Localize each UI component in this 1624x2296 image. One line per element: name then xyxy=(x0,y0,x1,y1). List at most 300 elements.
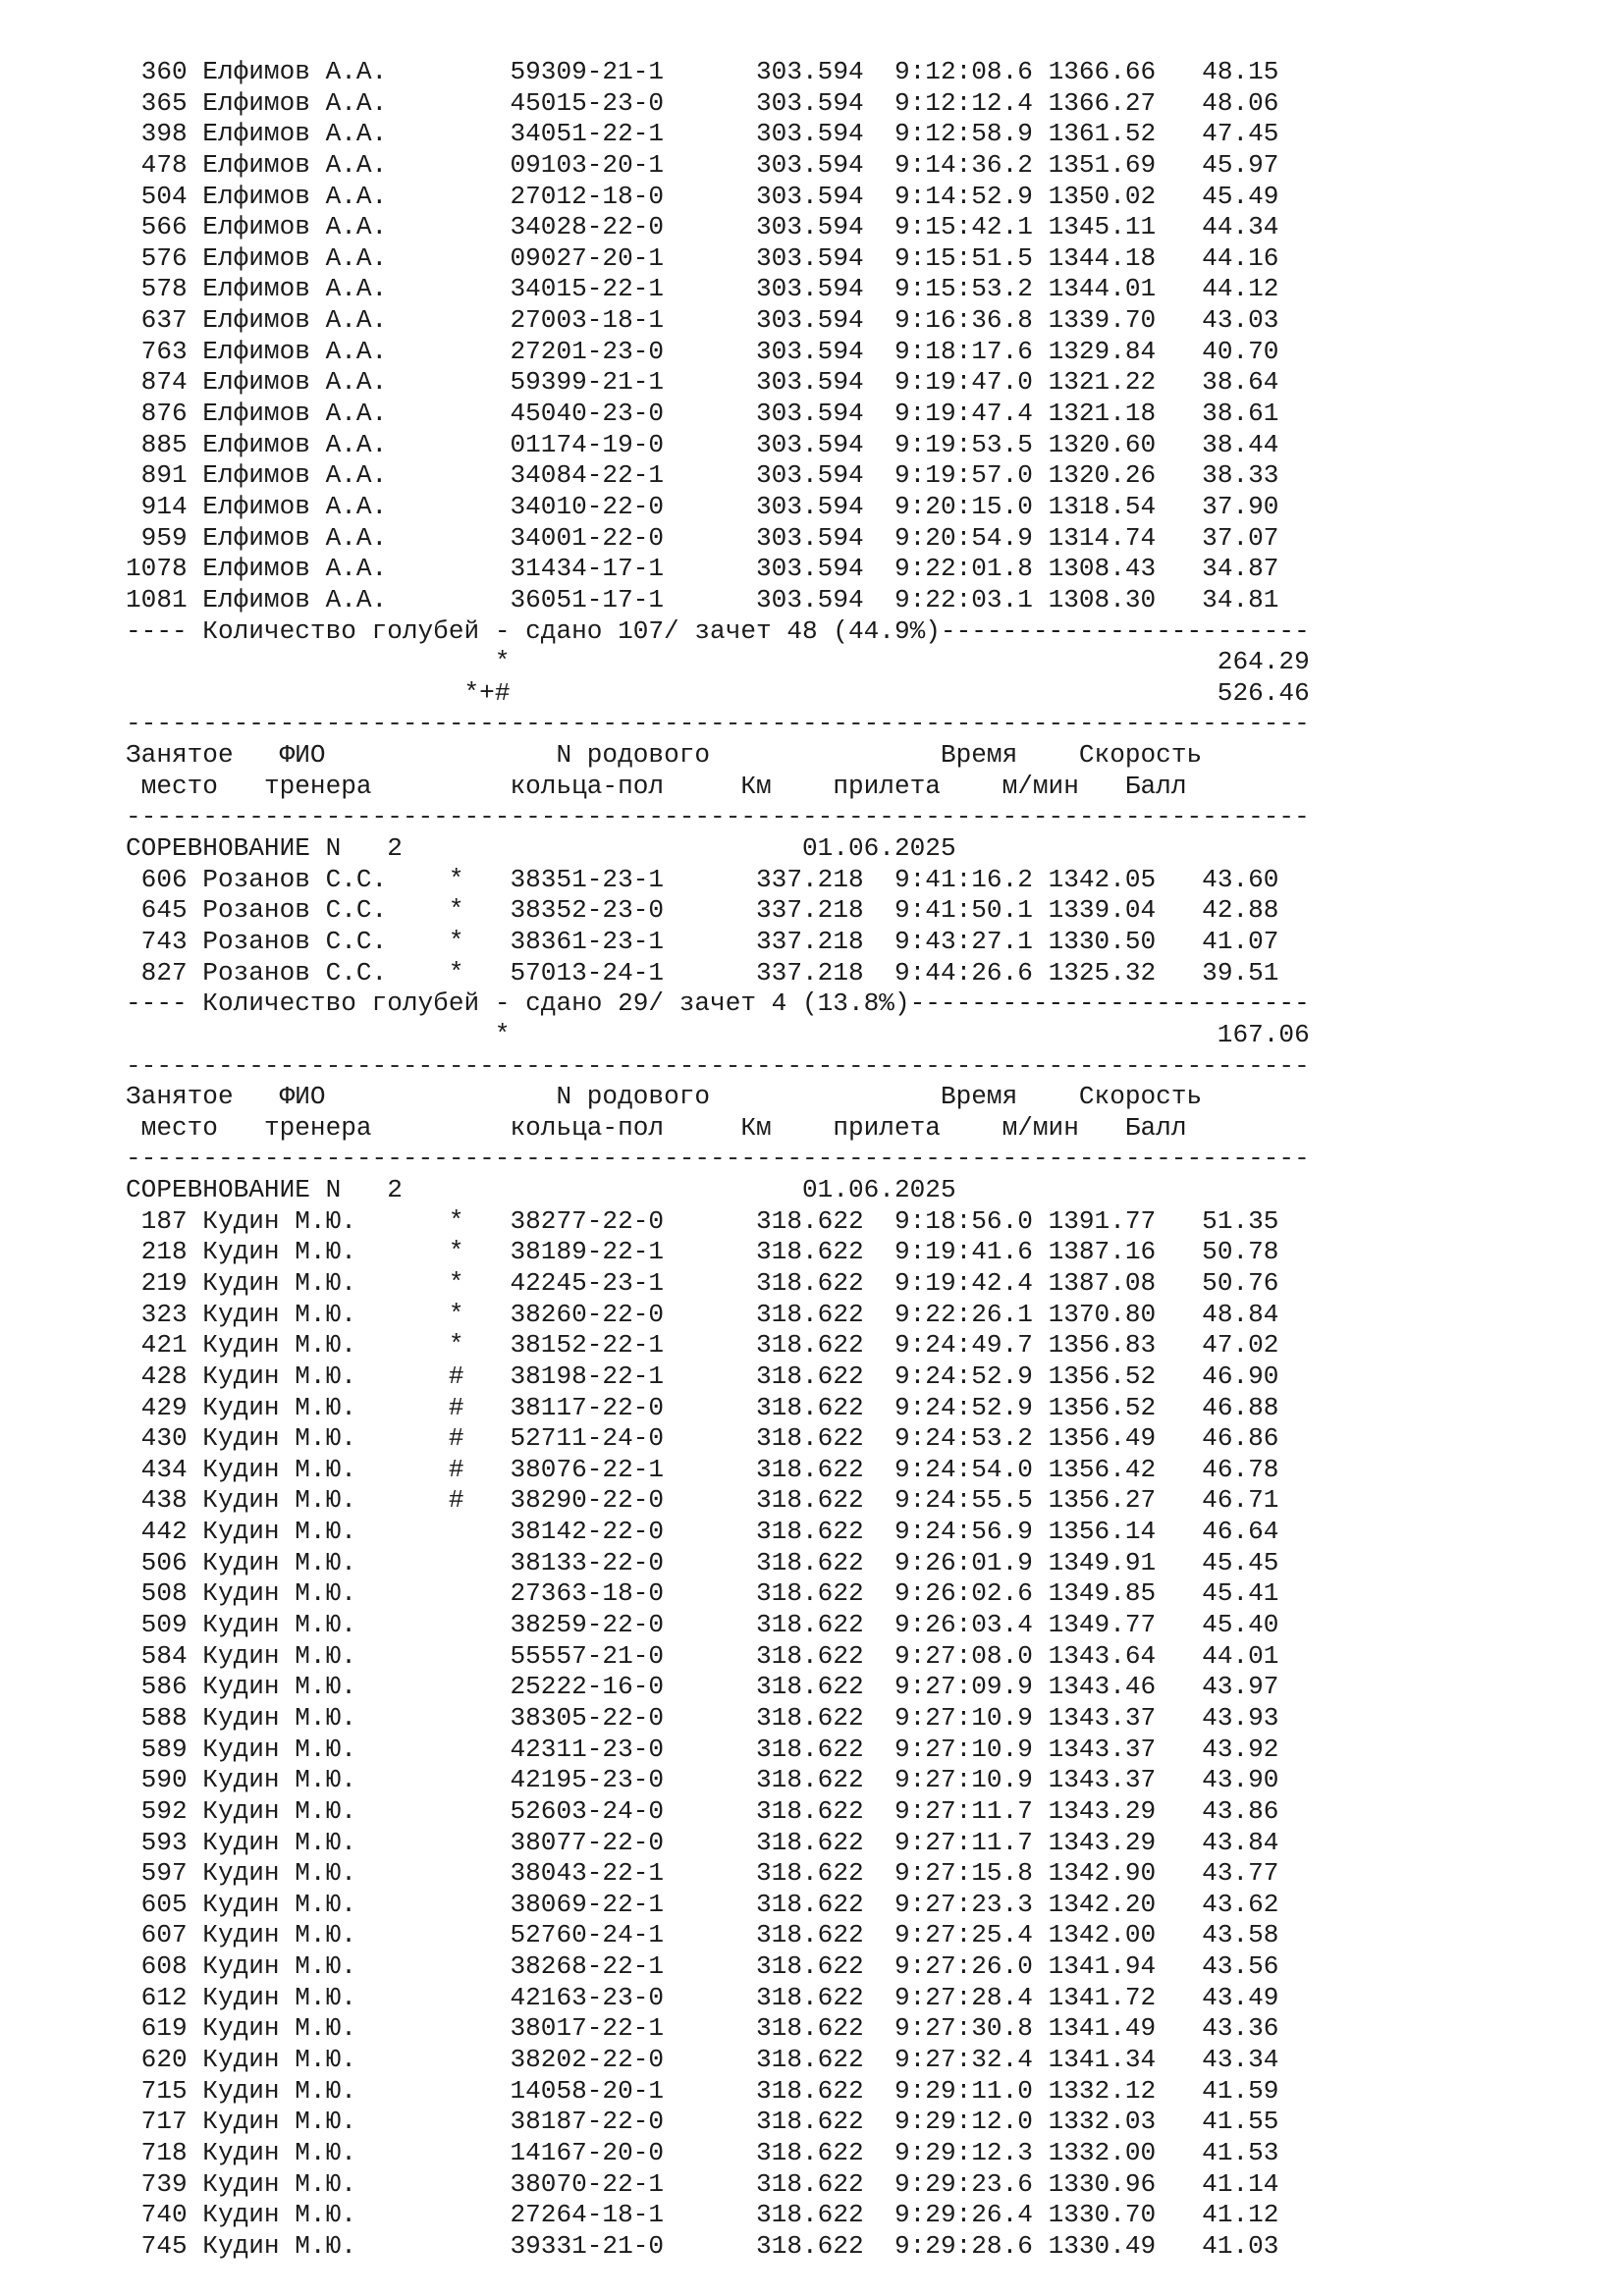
ring-cell: 38117-22-0 xyxy=(510,1392,679,1422)
trainer-cell: Кудин М.Ю. xyxy=(202,1889,449,1919)
place-cell: 1078 xyxy=(126,554,203,584)
place-cell: 593 xyxy=(126,1827,203,1857)
time-cell: 9:27:10.9 xyxy=(893,1765,1049,1795)
time-cell: 9:24:52.9 xyxy=(893,1361,1049,1391)
marker-cell xyxy=(449,212,511,241)
table-row xyxy=(126,554,1310,585)
km-cell: 337.218 xyxy=(678,926,894,956)
speed-cell: 1350.02 xyxy=(1048,181,1187,211)
km-cell: 318.622 xyxy=(678,1330,894,1361)
place-cell: 891 xyxy=(126,460,203,491)
trainer-cell: Кудин М.Ю. xyxy=(202,1795,449,1826)
separator-dashes: ------------------------ xyxy=(940,615,1310,646)
time-cell: 9:27:28.4 xyxy=(893,1982,1049,2012)
time-cell: 9:22:03.1 xyxy=(893,584,1049,614)
trainer-cell: Кудин М.Ю. xyxy=(202,1267,449,1298)
competition-number: 2 xyxy=(355,833,403,864)
score-cell: 39.51 xyxy=(1186,957,1279,988)
place-cell: 508 xyxy=(126,1578,203,1609)
marker-cell xyxy=(449,337,511,366)
table-row xyxy=(126,1237,1310,1268)
table-header-row-1 xyxy=(126,1082,1310,1113)
speed-cell: 1356.27 xyxy=(1048,1485,1187,1516)
separator-line: ----------------------------------------------------------------------------- xyxy=(126,1050,1310,1081)
ring-cell: 09103-20-1 xyxy=(510,149,679,180)
place-cell: 608 xyxy=(126,1951,203,1982)
trainer-cell: Кудин М.Ю. xyxy=(202,2013,449,2044)
marker-cell xyxy=(449,243,511,273)
marker-cell: * xyxy=(448,895,511,926)
table-row xyxy=(126,865,1310,896)
marker-cell: * xyxy=(448,1330,511,1361)
speed-cell: 1330.50 xyxy=(1048,926,1187,956)
table-row xyxy=(126,1858,1310,1890)
trainer-cell: Кудин М.Ю. xyxy=(202,2137,449,2167)
trainer-cell: Елфимов А.А. xyxy=(202,305,449,336)
score-cell: 41.53 xyxy=(1186,2137,1279,2167)
km-cell: 318.622 xyxy=(678,1205,894,1236)
time-cell: 9:41:16.2 xyxy=(893,864,1049,894)
score-cell: 43.56 xyxy=(1186,1951,1279,1982)
trainer-cell: Елфимов А.А. xyxy=(202,367,449,398)
speed-cell: 1356.52 xyxy=(1048,1392,1187,1422)
place-cell: 637 xyxy=(126,305,203,336)
km-cell: 303.594 xyxy=(678,522,894,553)
ring-cell: 27264-18-1 xyxy=(510,2200,679,2230)
ring-cell: 38077-22-0 xyxy=(510,1827,679,1857)
speed-cell: 1343.37 xyxy=(1048,1765,1187,1795)
table-row xyxy=(126,1548,1310,1579)
table-row xyxy=(126,958,1310,989)
table-row xyxy=(126,1423,1310,1455)
table-row xyxy=(126,585,1310,616)
ring-cell: 39331-21-0 xyxy=(510,2230,679,2261)
results-printout xyxy=(126,57,1310,2262)
time-cell: 9:27:15.8 xyxy=(893,1858,1049,1889)
header-speed: Скорость xyxy=(1078,740,1203,771)
km-cell: 303.594 xyxy=(678,429,894,459)
km-cell: 318.622 xyxy=(678,1610,894,1640)
km-cell: 318.622 xyxy=(678,1827,894,1857)
time-cell: 9:29:26.4 xyxy=(893,2200,1049,2230)
score-cell: 43.58 xyxy=(1186,1920,1279,1950)
score-cell: 37.07 xyxy=(1186,522,1279,553)
score-cell: 43.97 xyxy=(1186,1672,1279,1702)
trainer-cell: Кудин М.Ю. xyxy=(202,1640,449,1671)
summary-text: Количество голубей - сдано 29/ зачет 4 (13.8%) xyxy=(202,988,910,1019)
header-km: Км xyxy=(740,771,834,801)
trainer-cell: Кудин М.Ю. xyxy=(202,1392,449,1422)
trainer-cell: Кудин М.Ю. xyxy=(202,1702,449,1733)
time-cell: 9:19:47.0 xyxy=(893,367,1049,398)
time-cell: 9:24:54.0 xyxy=(893,1454,1049,1484)
place-cell: 438 xyxy=(126,1485,203,1516)
time-cell: 9:27:30.8 xyxy=(893,2013,1049,2044)
km-cell: 318.622 xyxy=(678,1951,894,1982)
table-row xyxy=(126,1828,1310,1859)
table-row xyxy=(126,1951,1310,1983)
km-cell: 318.622 xyxy=(678,1795,894,1826)
table-row xyxy=(126,2169,1310,2201)
table-row xyxy=(126,243,1310,275)
km-cell: 337.218 xyxy=(678,895,894,926)
table-row xyxy=(126,1268,1310,1300)
km-cell: 318.622 xyxy=(678,1702,894,1733)
trainer-cell: Кудин М.Ю. xyxy=(202,1423,449,1454)
speed-cell: 1332.00 xyxy=(1048,2137,1187,2167)
separator-dashes: ---- xyxy=(126,988,203,1019)
time-cell: 9:29:12.0 xyxy=(893,2107,1049,2137)
speed-cell: 1349.91 xyxy=(1048,1547,1187,1577)
place-cell: 745 xyxy=(126,2230,203,2261)
place-cell: 605 xyxy=(126,1889,203,1919)
speed-cell: 1330.96 xyxy=(1048,2168,1187,2199)
table-row xyxy=(126,1330,1310,1362)
km-cell: 303.594 xyxy=(678,554,894,584)
km-cell: 318.622 xyxy=(678,1858,894,1889)
marker-cell: * xyxy=(448,864,511,894)
place-cell: 590 xyxy=(126,1765,203,1795)
place-cell: 323 xyxy=(126,1299,203,1329)
marker-cell: * xyxy=(448,1237,511,1267)
km-cell: 303.594 xyxy=(678,119,894,149)
time-cell: 9:19:42.4 xyxy=(893,1267,1049,1298)
time-cell: 9:20:15.0 xyxy=(893,491,1049,521)
ring-cell: 55557-21-0 xyxy=(510,1640,679,1671)
place-cell: 478 xyxy=(126,149,203,180)
trainer-cell: Кудин М.Ю. xyxy=(202,1517,449,1547)
place-cell: 421 xyxy=(126,1330,203,1361)
place-cell: 743 xyxy=(126,926,203,956)
table-row xyxy=(126,1362,1310,1393)
marker-cell xyxy=(449,1735,511,1764)
trainer-cell: Кудин М.Ю. xyxy=(202,1237,449,1267)
score-cell: 43.62 xyxy=(1186,1889,1279,1919)
trainer-cell: Елфимов А.А. xyxy=(202,429,449,459)
total-mark: *+# xyxy=(463,677,511,708)
time-cell: 9:27:23.3 xyxy=(893,1889,1049,1919)
km-cell: 337.218 xyxy=(678,864,894,894)
marker-cell xyxy=(449,1672,511,1701)
marker-cell xyxy=(449,274,511,303)
score-cell: 45.97 xyxy=(1186,149,1279,180)
place-cell: 607 xyxy=(126,1920,203,1950)
ring-cell: 34001-22-0 xyxy=(510,522,679,553)
table-row xyxy=(126,492,1310,523)
marker-cell xyxy=(449,460,511,490)
ring-cell: 14058-20-1 xyxy=(510,2075,679,2106)
ring-cell: 38202-22-0 xyxy=(510,2045,679,2074)
place-cell: 645 xyxy=(126,895,203,926)
table-row xyxy=(126,367,1310,399)
separator-line: ----------------------------------------------------------------------------- xyxy=(126,802,1310,832)
score-cell: 46.78 xyxy=(1186,1454,1279,1484)
trainer-cell: Кудин М.Ю. xyxy=(202,2045,449,2074)
place-cell: 827 xyxy=(126,957,203,988)
score-cell: 45.45 xyxy=(1186,1547,1279,1577)
table-row xyxy=(126,460,1310,492)
marker-cell xyxy=(449,523,511,553)
marker-cell xyxy=(449,1610,511,1639)
score-cell: 43.86 xyxy=(1186,1795,1279,1826)
spacer xyxy=(403,1175,802,1204)
time-cell: 9:27:32.4 xyxy=(893,2045,1049,2074)
header-time-sub: прилета xyxy=(833,1112,1002,1143)
speed-cell: 1339.04 xyxy=(1048,895,1187,926)
place-cell: 959 xyxy=(126,522,203,553)
separator-line: ----------------------------------------------------------------------------- xyxy=(126,709,1310,739)
trainer-cell: Елфимов А.А. xyxy=(202,491,449,521)
place-cell: 592 xyxy=(126,1795,203,1826)
marker-cell: # xyxy=(448,1485,511,1516)
table-row xyxy=(126,1890,1310,1921)
competition-label: СОРЕВНОВАНИЕ N xyxy=(126,1175,356,1205)
ring-cell: 38069-22-1 xyxy=(510,1889,679,1919)
score-cell: 45.49 xyxy=(1186,181,1279,211)
speed-cell: 1366.66 xyxy=(1048,57,1187,86)
score-cell: 44.16 xyxy=(1186,242,1279,273)
score-cell: 46.71 xyxy=(1186,1485,1279,1516)
ring-cell: 38152-22-1 xyxy=(510,1330,679,1361)
marker-cell xyxy=(449,585,511,614)
ring-cell: 38070-22-1 xyxy=(510,2168,679,2199)
trainer-cell: Елфимов А.А. xyxy=(202,57,449,86)
ring-cell: 38268-22-1 xyxy=(510,1951,679,1982)
score-cell: 41.03 xyxy=(1186,2230,1279,2261)
marker-cell xyxy=(449,1703,511,1733)
total-value: 526.46 xyxy=(1217,677,1310,708)
header-name-sub: тренера xyxy=(263,1112,511,1143)
table-row xyxy=(126,305,1310,337)
km-cell: 303.594 xyxy=(678,584,894,614)
place-cell: 506 xyxy=(126,1547,203,1577)
speed-cell: 1341.34 xyxy=(1048,2045,1187,2074)
competition-number: 2 xyxy=(355,1175,403,1205)
speed-cell: 1342.20 xyxy=(1048,1889,1187,1919)
km-cell: 303.594 xyxy=(678,336,894,366)
ring-cell: 34084-22-1 xyxy=(510,460,679,491)
score-cell: 43.34 xyxy=(1186,2045,1279,2074)
place-cell: 428 xyxy=(126,1361,203,1391)
trainer-cell: Кудин М.Ю. xyxy=(202,1547,449,1577)
time-cell: 9:12:12.4 xyxy=(893,87,1049,118)
header-time: Время xyxy=(940,1082,1079,1112)
table-row xyxy=(126,212,1310,243)
marker-cell xyxy=(449,1951,511,1981)
table-row xyxy=(126,2138,1310,2169)
place-cell: 566 xyxy=(126,212,203,242)
place-cell: 885 xyxy=(126,429,203,459)
ring-cell: 52603-24-0 xyxy=(510,1795,679,1826)
separator-line: ----------------------------------------------------------------------------- xyxy=(126,1144,1310,1174)
ring-cell: 38043-22-1 xyxy=(510,1858,679,1889)
km-cell: 303.594 xyxy=(678,212,894,242)
marker-cell xyxy=(449,554,511,583)
table-row xyxy=(126,2200,1310,2231)
speed-cell: 1308.30 xyxy=(1048,584,1187,614)
speed-cell: 1356.49 xyxy=(1048,1423,1187,1454)
trainer-cell: Кудин М.Ю. xyxy=(202,1454,449,1484)
time-cell: 9:18:17.6 xyxy=(893,336,1049,366)
km-cell: 318.622 xyxy=(678,2137,894,2167)
trainer-cell: Кудин М.Ю. xyxy=(202,2075,449,2106)
km-cell: 337.218 xyxy=(678,957,894,988)
score-cell: 44.01 xyxy=(1186,1640,1279,1671)
header-time: Время xyxy=(940,740,1079,771)
header-ring: N родового xyxy=(556,1082,941,1112)
header-ring-sub: кольца-пол xyxy=(510,1112,741,1143)
time-cell: 9:29:28.6 xyxy=(893,2230,1049,2261)
table-row xyxy=(126,1610,1310,1641)
speed-cell: 1343.37 xyxy=(1048,1734,1187,1764)
time-cell: 9:19:57.0 xyxy=(893,460,1049,491)
ring-cell: 42245-23-1 xyxy=(510,1267,679,1298)
ring-cell: 31434-17-1 xyxy=(510,554,679,584)
ring-cell: 38352-23-0 xyxy=(510,895,679,926)
speed-cell: 1387.16 xyxy=(1048,1237,1187,1267)
ring-cell: 38260-22-0 xyxy=(510,1299,679,1329)
speed-cell: 1343.46 xyxy=(1048,1672,1187,1702)
table-row xyxy=(126,927,1310,958)
score-cell: 43.90 xyxy=(1186,1765,1279,1795)
trainer-cell: Елфимов А.А. xyxy=(202,242,449,273)
trainer-cell: Кудин М.Ю. xyxy=(202,1330,449,1361)
score-cell: 43.84 xyxy=(1186,1827,1279,1857)
total-line xyxy=(126,647,1310,678)
time-cell: 9:24:56.9 xyxy=(893,1517,1049,1547)
km-cell: 318.622 xyxy=(678,1517,894,1547)
score-cell: 41.12 xyxy=(1186,2200,1279,2230)
score-cell: 48.84 xyxy=(1186,1299,1279,1329)
place-cell: 504 xyxy=(126,181,203,211)
trainer-cell: Кудин М.Ю. xyxy=(202,2200,449,2230)
marker-cell xyxy=(449,367,511,397)
place-cell: 739 xyxy=(126,2168,203,2199)
trainer-cell: Кудин М.Ю. xyxy=(202,1361,449,1391)
speed-cell: 1391.77 xyxy=(1048,1205,1187,1236)
marker-cell xyxy=(449,150,511,180)
speed-cell: 1318.54 xyxy=(1048,491,1187,521)
speed-cell: 1351.69 xyxy=(1048,149,1187,180)
marker-cell xyxy=(449,1578,511,1608)
score-cell: 41.55 xyxy=(1186,2107,1279,2137)
km-cell: 318.622 xyxy=(678,1734,894,1764)
place-cell: 715 xyxy=(126,2075,203,2106)
marker-cell xyxy=(449,57,511,86)
trainer-cell: Кудин М.Ю. xyxy=(202,1205,449,1236)
spacer xyxy=(126,678,464,708)
km-cell: 303.594 xyxy=(678,149,894,180)
competition-date: 01.06.2025 xyxy=(802,1175,956,1205)
km-cell: 318.622 xyxy=(678,1765,894,1795)
marker-cell xyxy=(449,430,511,459)
spacer xyxy=(510,1020,1217,1049)
marker-cell xyxy=(449,1796,511,1826)
speed-cell: 1339.70 xyxy=(1048,305,1187,336)
ring-cell: 14167-20-0 xyxy=(510,2137,679,2167)
place-cell: 874 xyxy=(126,367,203,398)
place-cell: 584 xyxy=(126,1640,203,1671)
speed-cell: 1341.94 xyxy=(1048,1951,1187,1982)
km-cell: 318.622 xyxy=(678,1361,894,1391)
place-cell: 509 xyxy=(126,1610,203,1640)
spacer xyxy=(126,1020,495,1049)
trainer-cell: Кудин М.Ю. xyxy=(202,1485,449,1516)
time-cell: 9:27:09.9 xyxy=(893,1672,1049,1702)
trainer-cell: Розанов С.С. xyxy=(202,864,449,894)
ring-cell: 27003-18-1 xyxy=(510,305,679,336)
competition-date: 01.06.2025 xyxy=(802,833,956,864)
km-cell: 318.622 xyxy=(678,2013,894,2044)
table-row xyxy=(126,150,1310,182)
ring-cell: 59309-21-1 xyxy=(510,57,679,86)
km-cell: 318.622 xyxy=(678,1640,894,1671)
trainer-cell: Розанов С.С. xyxy=(202,957,449,988)
speed-cell: 1332.03 xyxy=(1048,2107,1187,2137)
header-ring: N родового xyxy=(556,740,941,771)
trainer-cell: Елфимов А.А. xyxy=(202,554,449,584)
ring-cell: 57013-24-1 xyxy=(510,957,679,988)
km-cell: 318.622 xyxy=(678,1672,894,1702)
km-cell: 303.594 xyxy=(678,460,894,491)
table-row xyxy=(126,1393,1310,1424)
speed-cell: 1343.37 xyxy=(1048,1702,1187,1733)
speed-cell: 1308.43 xyxy=(1048,554,1187,584)
speed-cell: 1332.12 xyxy=(1048,2075,1187,2106)
time-cell: 9:12:08.6 xyxy=(893,57,1049,86)
table-row xyxy=(126,1485,1310,1517)
table-header-row-2 xyxy=(126,772,1310,803)
speed-cell: 1341.49 xyxy=(1048,2013,1187,2044)
marker-cell xyxy=(449,1828,511,1857)
score-cell: 41.59 xyxy=(1186,2075,1279,2106)
table-row xyxy=(126,2013,1310,2045)
score-cell: 41.07 xyxy=(1186,926,1279,956)
km-cell: 318.622 xyxy=(678,1392,894,1422)
score-cell: 50.76 xyxy=(1186,1267,1279,1298)
place-cell: 442 xyxy=(126,1517,203,1547)
place-cell: 619 xyxy=(126,2013,203,2044)
time-cell: 9:19:47.4 xyxy=(893,399,1049,429)
place-cell: 763 xyxy=(126,336,203,366)
marker-cell xyxy=(449,305,511,335)
table-row xyxy=(126,1455,1310,1486)
place-cell: 620 xyxy=(126,2045,203,2074)
speed-cell: 1344.01 xyxy=(1048,274,1187,304)
time-cell: 9:26:02.6 xyxy=(893,1578,1049,1609)
trainer-cell: Розанов С.С. xyxy=(202,926,449,956)
time-cell: 9:14:52.9 xyxy=(893,181,1049,211)
marker-cell xyxy=(449,399,511,428)
km-cell: 318.622 xyxy=(678,1299,894,1329)
speed-cell: 1345.11 xyxy=(1048,212,1187,242)
marker-cell xyxy=(449,2231,511,2261)
speed-cell: 1366.27 xyxy=(1048,87,1187,118)
marker-cell xyxy=(449,88,511,118)
trainer-cell: Елфимов А.А. xyxy=(202,87,449,118)
trainer-cell: Елфимов А.А. xyxy=(202,274,449,304)
table-row xyxy=(126,1765,1310,1796)
speed-cell: 1330.49 xyxy=(1048,2230,1187,2261)
header-score: Балл xyxy=(1124,771,1187,801)
speed-cell: 1330.70 xyxy=(1048,2200,1187,2230)
table-row xyxy=(126,1735,1310,1766)
table-row xyxy=(126,57,1310,88)
speed-cell: 1356.42 xyxy=(1048,1454,1187,1484)
speed-cell: 1349.85 xyxy=(1048,1578,1187,1609)
speed-cell: 1356.52 xyxy=(1048,1361,1187,1391)
speed-cell: 1356.83 xyxy=(1048,1330,1187,1361)
